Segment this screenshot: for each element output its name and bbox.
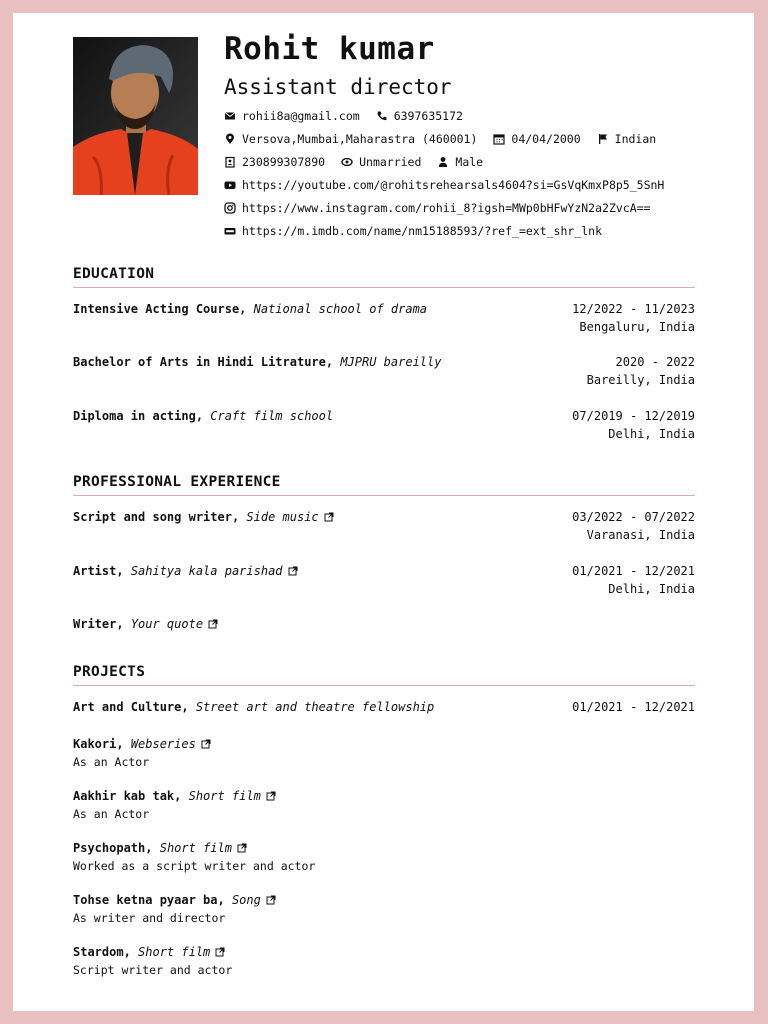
- entry-description: As writer and director: [73, 911, 226, 925]
- entry-place: Bengaluru, India: [579, 320, 695, 334]
- instagram-url: https://www.instagram.com/rohii_8?igsh=MWp0bHFwYzN2a2ZvcA==: [242, 201, 651, 215]
- external-link-icon[interactable]: [237, 843, 247, 853]
- youtube-icon: [224, 179, 236, 191]
- education-entry: [73, 302, 695, 334]
- entry-description: Worked as a script writer and actor: [73, 859, 316, 873]
- location-pin-icon: [224, 133, 236, 145]
- entry-title: Psychopath,: [73, 841, 153, 855]
- entry-title: Artist,: [73, 564, 124, 578]
- gender-text: Male: [455, 155, 484, 169]
- project-entry: [73, 945, 695, 977]
- project-entry: [73, 737, 695, 769]
- external-link-icon[interactable]: [208, 619, 218, 629]
- entry-date: 12/2022 - 11/2023: [572, 302, 695, 316]
- entry-org-link[interactable]: Webseries: [130, 737, 196, 751]
- entry-org: National school of drama: [253, 302, 428, 316]
- entry-place: Varanasi, India: [586, 528, 695, 542]
- entry-date: 07/2019 - 12/2019: [572, 409, 695, 423]
- education-entry: [73, 409, 695, 441]
- entry-title: Bachelor of Arts in Hindi Litrature,: [73, 355, 334, 369]
- phone-text: 6397635172: [393, 109, 463, 123]
- entry-org: Street art and theatre fellowship: [195, 700, 435, 714]
- project-entry: [73, 841, 695, 873]
- entry-org-link[interactable]: Song: [231, 893, 261, 907]
- entry-place: Delhi, India: [608, 582, 695, 596]
- external-link-icon[interactable]: [324, 512, 334, 522]
- id-text: 230899307890: [242, 155, 326, 169]
- entry-org: MJPRU bareilly: [340, 355, 442, 369]
- entry-description: As an Actor: [73, 807, 150, 821]
- entry-title: Intensive Acting Course,: [73, 302, 247, 316]
- nationality-text: Indian: [614, 132, 657, 146]
- envelope-icon: [224, 110, 236, 122]
- experience-heading: PROFESSIONAL EXPERIENCE: [73, 474, 281, 490]
- entry-org-link[interactable]: Short film: [188, 789, 261, 803]
- experience-entry: [73, 564, 695, 596]
- address-text: Versova,Mumbai,Maharastra (460001): [242, 132, 478, 146]
- id-card-icon: [224, 156, 236, 168]
- imdb-icon: [224, 225, 236, 237]
- flag-icon: [597, 133, 609, 145]
- youtube-url: https://youtube.com/@rohitsrehearsals4604?si=GsVqKmxP8p5_5SnH: [242, 178, 665, 192]
- entry-title: Writer,: [73, 617, 124, 631]
- imdb-url: https://m.imdb.com/name/nm15188593/?ref_=ext_shr_lnk: [242, 224, 603, 238]
- external-link-icon[interactable]: [201, 739, 211, 749]
- external-link-icon[interactable]: [215, 947, 225, 957]
- entry-title: Stardom,: [73, 945, 131, 959]
- entry-description: Script writer and actor: [73, 963, 233, 977]
- entry-place: Bareilly, India: [586, 373, 695, 387]
- education-divider: [73, 287, 695, 288]
- imdb-link[interactable]: [224, 222, 602, 240]
- entry-title: Art and Culture,: [73, 700, 189, 714]
- education-heading: EDUCATION: [73, 266, 155, 282]
- entry-date: 2020 - 2022: [615, 355, 695, 369]
- profile-photo: [73, 37, 198, 195]
- external-link-icon[interactable]: [266, 895, 276, 905]
- rings-icon: [341, 156, 353, 168]
- entry-org-link[interactable]: Your quote: [130, 617, 204, 631]
- entry-org-link[interactable]: Side music: [246, 510, 319, 524]
- resume-page: [13, 13, 754, 1011]
- phone-item[interactable]: [376, 109, 463, 123]
- contact-row-1: [224, 107, 479, 125]
- projects-divider: [73, 685, 695, 686]
- entry-title: Script and song writer,: [73, 510, 240, 524]
- external-link-icon[interactable]: [266, 791, 276, 801]
- experience-entry: [73, 510, 695, 542]
- nationality-item: [597, 132, 657, 146]
- entry-date: 01/2021 - 12/2021: [572, 700, 695, 714]
- project-entry: [73, 893, 695, 925]
- marital-item: [341, 155, 421, 169]
- contact-row-3: [224, 153, 499, 171]
- entry-title: Kakori,: [73, 737, 124, 751]
- experience-entry: [73, 617, 695, 631]
- candidate-name: Rohit kumar: [224, 31, 435, 67]
- entry-org-link[interactable]: Short film: [138, 945, 211, 959]
- instagram-link[interactable]: [224, 199, 651, 217]
- external-link-icon[interactable]: [288, 566, 298, 576]
- project-entry: [73, 789, 695, 821]
- entry-date: 03/2022 - 07/2022: [572, 510, 695, 524]
- project-entry: [73, 700, 695, 714]
- entry-description: As an Actor: [73, 755, 150, 769]
- youtube-link[interactable]: [224, 176, 664, 194]
- entry-org-link[interactable]: Short film: [159, 841, 232, 855]
- entry-title: Aakhir kab tak,: [73, 789, 182, 803]
- entry-title: Diploma in acting,: [73, 409, 204, 423]
- dob-item: [493, 132, 580, 146]
- candidate-role: Assistant director: [224, 75, 452, 99]
- contact-row-2: [224, 130, 672, 148]
- dob-text: 04/04/2000: [511, 132, 581, 146]
- entry-title: Tohse ketna pyaar ba,: [73, 893, 225, 907]
- email-text: rohii8a@gmail.com: [242, 109, 360, 123]
- phone-icon: [376, 110, 388, 122]
- entry-place: Delhi, India: [608, 427, 695, 441]
- address-item: [224, 132, 477, 146]
- education-entry: [73, 355, 695, 387]
- calendar-icon: [493, 133, 505, 145]
- email-item[interactable]: [224, 109, 360, 123]
- person-icon: [437, 156, 449, 168]
- entry-org-link[interactable]: Sahitya kala parishad: [130, 564, 283, 578]
- experience-divider: [73, 495, 695, 496]
- instagram-icon: [224, 202, 236, 214]
- projects-heading: PROJECTS: [73, 664, 146, 680]
- gender-item: [437, 155, 483, 169]
- id-item: [224, 155, 325, 169]
- entry-org: Craft film school: [210, 409, 334, 423]
- marital-text: Unmarried: [359, 155, 422, 169]
- entry-date: 01/2021 - 12/2021: [572, 564, 695, 578]
